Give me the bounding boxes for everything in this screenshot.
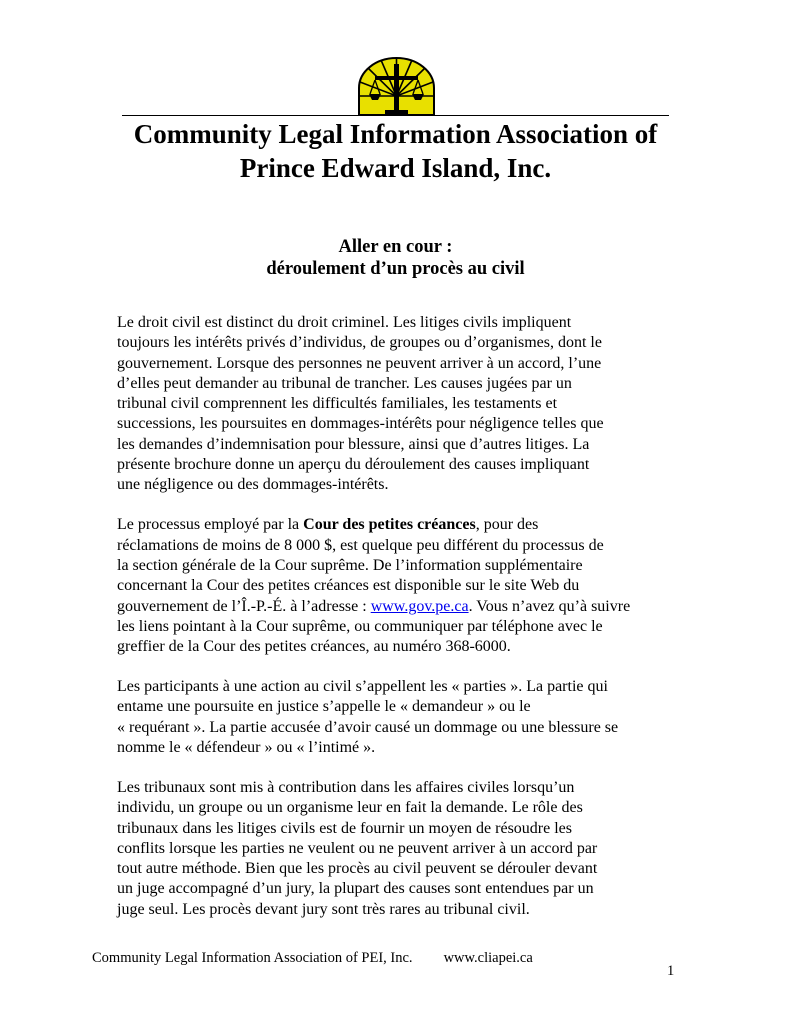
document-title-line-1: Aller en cour : bbox=[338, 237, 453, 257]
paragraph-line: les demandes d’indemnisation pour blessure, ainsi que d’autres litiges. La bbox=[117, 435, 590, 453]
paragraph-line bbox=[117, 597, 692, 617]
paragraph-line bbox=[117, 515, 692, 535]
paragraph-line: la section générale de la Cour suprême. De l’information supplémentaire bbox=[117, 556, 583, 574]
footer-website: www.cliapei.ca bbox=[443, 950, 533, 966]
paragraph-4 bbox=[117, 778, 692, 920]
paragraph-3 bbox=[117, 677, 692, 758]
paragraph-line: réclamations de moins de 8 000 $, est quelque peu différent du processus de bbox=[117, 536, 604, 554]
paragraph-line: présente brochure donne un aperçu du déroulement des causes impliquant bbox=[117, 456, 590, 474]
paragraph-line: les liens pointant à la Cour suprême, ou communiquer par téléphone avec le bbox=[117, 617, 603, 635]
text-run: gouvernement de l’Î.-P.-É. à l’adresse : bbox=[117, 597, 371, 615]
paragraph-2 bbox=[117, 515, 692, 657]
organization-title bbox=[100, 117, 691, 185]
paragraph-line: Le droit civil est distinct du droit criminel. Les litiges civils impliquent bbox=[117, 314, 572, 331]
organization-title-line-1: Community Legal Information Association of bbox=[133, 119, 658, 149]
paragraph-line: tribunaux dans les litiges civils est de fournir un moyen de résoudre les bbox=[117, 819, 573, 837]
small-claims-court-bold: Cour des petites créances bbox=[303, 516, 476, 534]
page-footer bbox=[92, 949, 533, 967]
text-run: , pour des bbox=[475, 516, 539, 534]
paragraph-line: conflits lorsque les parties ne veulent ou ne peuvent arriver à un accord par bbox=[117, 839, 598, 857]
page-number: 1 bbox=[667, 963, 675, 979]
paragraph-1 bbox=[117, 313, 692, 496]
organization-title-line-2: Prince Edward Island, Inc. bbox=[239, 153, 552, 183]
paragraph-line: tribunal civil comprennent les difficultés familiales, les testaments et bbox=[117, 395, 558, 413]
paragraph-line: tout autre méthode. Bien que les procès au civil peuvent se dérouler devant bbox=[117, 860, 598, 878]
paragraph-line: nomme le « défendeur » ou « l’intimé ». bbox=[117, 739, 376, 757]
paragraph-line: greffier de la Cour des petites créances, au numéro 368-6000. bbox=[117, 638, 511, 656]
paragraph-line: juge seul. Les procès devant jury sont très rares au tribunal civil. bbox=[117, 900, 530, 918]
document-body bbox=[117, 313, 692, 940]
paragraph-line: Les tribunaux sont mis à contribution dans les affaires civiles lorsqu’un bbox=[117, 779, 575, 796]
gov-pe-ca-link[interactable]: www.gov.pe.ca bbox=[370, 597, 469, 615]
paragraph-line: gouvernement. Lorsque des personnes ne peuvent arriver à un accord, l’une bbox=[117, 354, 602, 372]
paragraph-line: concernant la Cour des petites créances est disponible sur le site Web du bbox=[117, 577, 580, 595]
cliapei-logo-icon bbox=[353, 56, 440, 116]
paragraph-line: toujours les intérêts privés d’individus, de groupes ou d’organismes, dont le bbox=[117, 334, 602, 352]
paragraph-line: individu, un groupe ou un organisme leur en fait la demande. Le rôle des bbox=[117, 799, 583, 817]
paragraph-line: un juge accompagné d’un jury, la plupart des causes sont entendues par un bbox=[117, 880, 594, 898]
paragraph-line: successions, les poursuites en dommages-intérêts pour négligence telles que bbox=[117, 415, 604, 433]
header-rule bbox=[122, 115, 669, 116]
text-run: . Vous n’avez qu’à suivre bbox=[468, 597, 631, 615]
footer-organization: Community Legal Information Association of PEI, Inc. bbox=[92, 950, 413, 966]
document-title-line-2: déroulement d’un procès au civil bbox=[266, 259, 525, 279]
text-run: Le processus employé par la bbox=[117, 516, 304, 534]
paragraph-line: une négligence ou des dommages-intérêts. bbox=[117, 476, 389, 494]
paragraph-line: Les participants à une action au civil s’appellent les « parties ». La partie qui bbox=[117, 678, 608, 696]
paragraph-line: « requérant ». La partie accusée d’avoir causé un dommage ou une blessure se bbox=[117, 718, 619, 736]
paragraph-line: entame une poursuite en justice s’appelle le « demandeur » ou le bbox=[117, 698, 531, 716]
paragraph-line: d’elles peut demander au tribunal de trancher. Les causes jugées par un bbox=[117, 374, 572, 392]
document-title bbox=[150, 236, 641, 280]
